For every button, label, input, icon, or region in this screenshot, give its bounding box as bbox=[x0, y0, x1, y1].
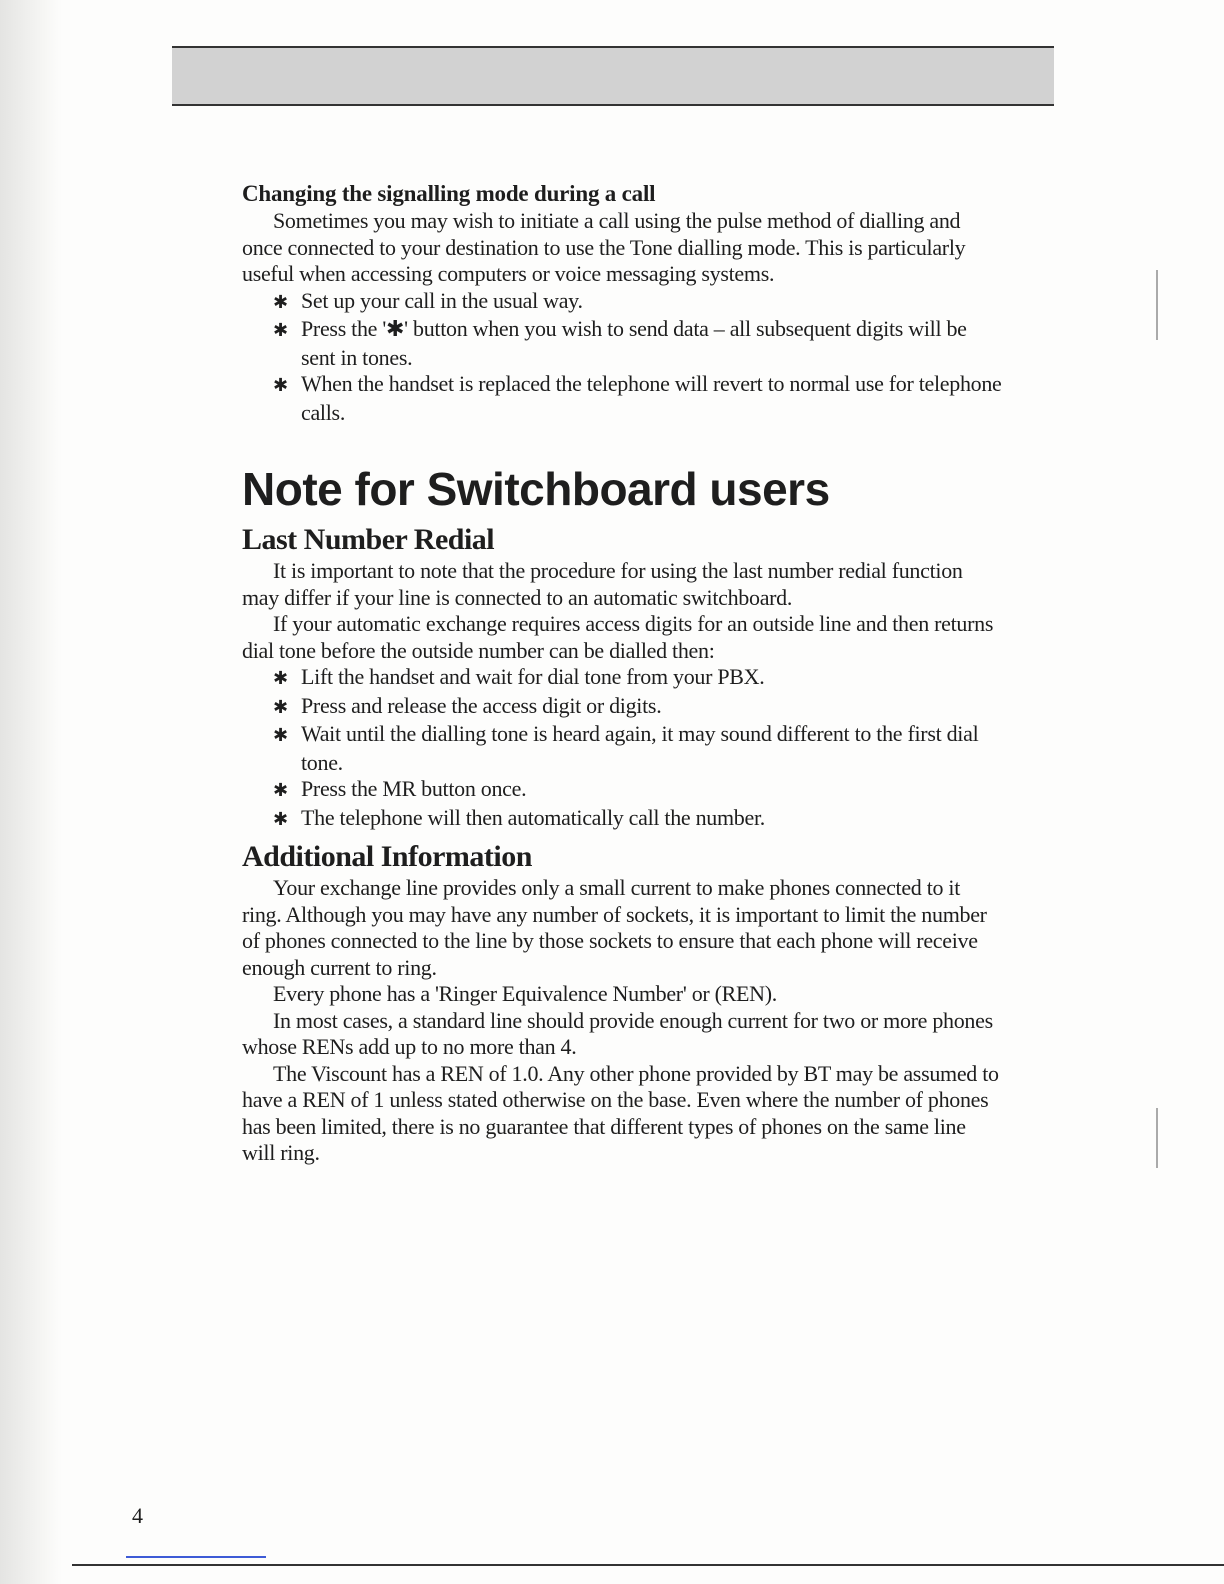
page-content bbox=[242, 180, 1002, 1167]
scan-mark bbox=[1156, 1108, 1158, 1168]
bottom-rule bbox=[72, 1564, 1224, 1566]
additional-info-paragraph-1: Your exchange line provides only a small current to make phones connected to it ring. Although you may have any number of sockets, it is important to limit the number of phones connected to the line by those sockets to ensure that each phone will receive enough current to ring. bbox=[242, 875, 987, 980]
list-item: ✱ Press and release the access digit or digits. bbox=[242, 693, 1002, 722]
asterisk-bullet-icon: ✱ bbox=[273, 780, 288, 801]
additional-info-paragraph-2: Every phone has a 'Ringer Equivalence Number' or (REN). bbox=[273, 981, 777, 1006]
asterisk-bullet-icon: ✱ bbox=[273, 375, 288, 396]
list-item: ✱ Press the '✱' button when you wish to send data – all subsequent digits will be sent in tones. bbox=[273, 316, 967, 370]
asterisk-bullet-icon: ✱ bbox=[273, 696, 288, 718]
list-item: ✱ When the handset is replaced the telephone will revert to normal use for telephone calls. bbox=[273, 371, 1002, 425]
list-item: ✱ Lift the handset and wait for dial tone from your PBX. bbox=[242, 664, 1002, 693]
asterisk-bullet-icon: ✱ bbox=[273, 808, 288, 830]
list-item: ✱ Set up your call in the usual way. bbox=[242, 288, 1002, 317]
asterisk-bullet-icon: ✱ bbox=[273, 668, 288, 689]
page-number: 4 bbox=[132, 1503, 143, 1528]
last-number-redial-heading: Last Number Redial bbox=[242, 523, 495, 556]
asterisk-bullet-icon: ✱ bbox=[273, 320, 288, 341]
redial-steps-list bbox=[242, 664, 1002, 833]
bottom-accent-line bbox=[126, 1556, 266, 1558]
redial-paragraph-2: If your automatic exchange requires access digits for an outside line and then returns dial tone before the outside number can be dialled then: bbox=[242, 611, 994, 663]
list-item: ✱ The telephone will then automatically call the number. bbox=[242, 805, 1002, 834]
asterisk-bullet-icon: ✱ bbox=[273, 291, 288, 313]
page-edge-shadow bbox=[0, 0, 62, 1584]
additional-info-paragraph-3: In most cases, a standard line should provide enough current for two or more phones whose RENs add up to no more than 4. bbox=[242, 1007, 993, 1059]
additional-info-paragraph-4: The Viscount has a REN of 1.0. Any other phone provided by BT may be assumed to have a REN of 1 unless stated otherwise on the base. Even where the number of phones has been limited, there is no guarantee that different types of phones on the same line will ring. bbox=[242, 1060, 999, 1165]
signalling-mode-paragraph: Sometimes you may wish to initiate a call using the pulse method of dialling and once connected to your destination to use the Tone dialling mode. This is particularly useful when accessing computers or voice messaging systems. bbox=[242, 208, 966, 286]
header-band bbox=[172, 46, 1054, 106]
list-item: ✱ Press the MR button once. bbox=[242, 776, 1002, 805]
additional-information-heading: Additional Information bbox=[242, 840, 532, 873]
redial-paragraph-1: It is important to note that the procedure for using the last number redial function may differ if your line is connected to an automatic switchboard. bbox=[242, 558, 963, 610]
signalling-steps-list bbox=[242, 288, 1002, 427]
signalling-mode-heading: Changing the signalling mode during a call bbox=[242, 181, 656, 206]
list-item: ✱ Wait until the dialling tone is heard again, it may sound different to the first dial tone. bbox=[273, 721, 979, 775]
scan-mark bbox=[1156, 270, 1158, 340]
page-title: Note for Switchboard users bbox=[242, 463, 830, 515]
asterisk-bullet-icon: ✱ bbox=[273, 725, 288, 746]
